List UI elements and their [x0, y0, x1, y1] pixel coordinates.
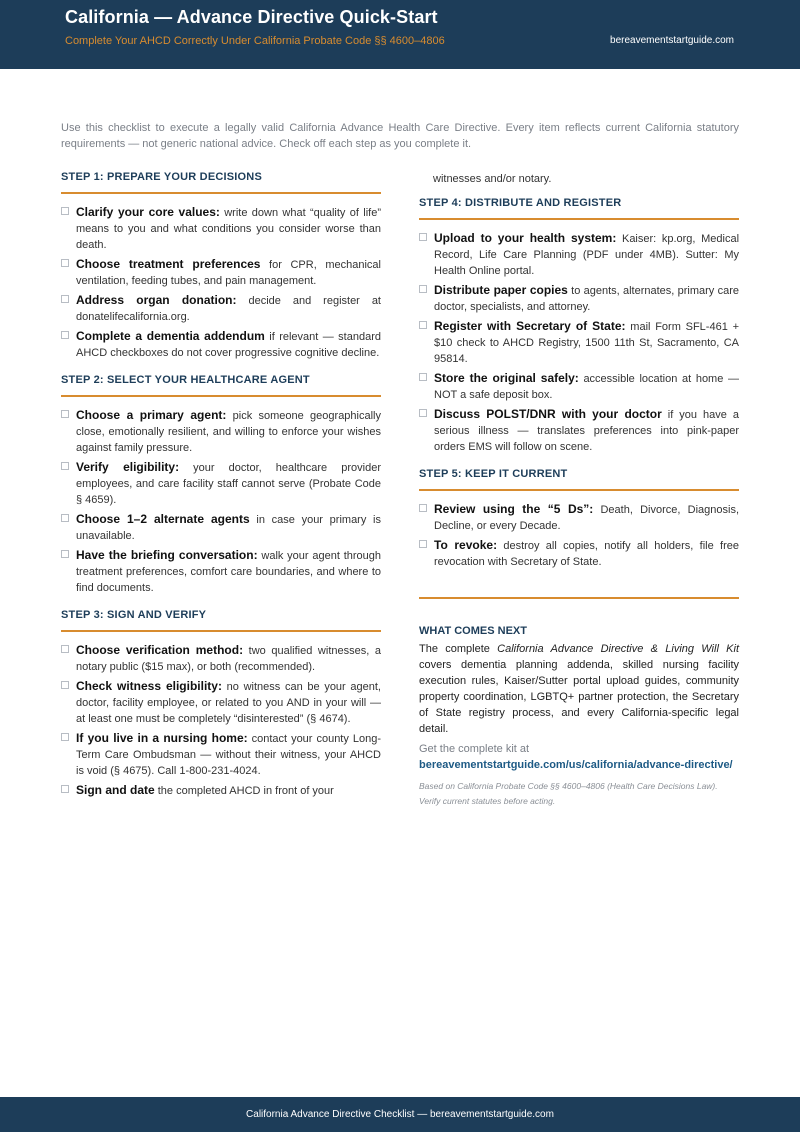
checkbox[interactable] — [419, 373, 427, 381]
checklist-item[interactable] — [61, 459, 381, 508]
header-site: bereavementstartguide.com — [610, 35, 734, 46]
item-label: To revoke: — [434, 538, 498, 552]
checklist-item[interactable] — [61, 204, 381, 253]
item-text: your doctor, healthcare provider employees, and care facility staff cannot serve (Probate Code § 4659). — [76, 462, 381, 506]
page-title: California — Advance Directive Quick-Start — [65, 7, 438, 27]
item-text: decide and register at donatelifecalifornia.org. — [76, 295, 381, 323]
intro-text: Use this checklist to execute a legally valid California Advance Health Care Directive. Every item reflects current California statutory requirements — not generic national advice. Check off each step as you complete it. — [61, 122, 739, 150]
item-text: Kaiser: kp.org, Medical Record, Life Care Planning (PDF under 4MB). Sutter: My Health Online portal. — [434, 233, 740, 277]
statute-note: Based on California Probate Code §§ 4600–4806 (Health Care Decisions Law). Verify current statutes before acting. — [419, 781, 718, 806]
item-label: Register with Secretary of State: — [434, 319, 626, 333]
section-divider — [419, 597, 739, 599]
checklist-item[interactable] — [61, 730, 381, 779]
page-header — [0, 0, 800, 69]
item-text: in case your primary is unavailable. — [76, 514, 381, 542]
item-label: Choose verification method: — [76, 643, 244, 657]
checkbox[interactable] — [61, 514, 69, 522]
item-text: walk your agent through treatment preferences, comfort care boundaries, and where to find documents. — [76, 550, 382, 594]
item-text: pick someone geographically close, emotionally resilient, and willing to enforce your wishes against family pressure. — [76, 410, 381, 454]
step-heading: STEP 3: SIGN AND VERIFY — [61, 609, 381, 632]
item-label: Store the original safely: — [434, 371, 579, 385]
item-label: Discuss POLST/DNR with your doctor — [434, 407, 662, 421]
item-text: if relevant — standard AHCD checkboxes do not cover progressive cognitive decline. — [76, 331, 381, 359]
item-text: accessible location at home — NOT a safe deposit box. — [434, 373, 739, 401]
item-label: Upload to your health system: — [434, 231, 617, 245]
checklist-item[interactable] — [61, 511, 381, 544]
item-text: to agents, alternates, primary care doctor, specialists, and attorney. — [434, 285, 739, 313]
item-label: Choose treatment preferences — [76, 257, 261, 271]
spacer — [419, 458, 739, 468]
checklist-item[interactable] — [61, 678, 381, 727]
checkbox[interactable] — [61, 681, 69, 689]
next-heading: WHAT COMES NEXT — [419, 625, 527, 637]
item-label: Choose a primary agent: — [76, 408, 227, 422]
next-body — [419, 641, 739, 737]
spacer — [61, 599, 381, 609]
step-heading: STEP 2: SELECT YOUR HEALTHCARE AGENT — [61, 374, 381, 397]
checkbox[interactable] — [61, 207, 69, 215]
checkbox[interactable] — [61, 331, 69, 339]
checkbox[interactable] — [419, 540, 427, 548]
checklist-item[interactable] — [419, 230, 739, 279]
item-text: if you have a serious illness — translates preferences into pink-paper orders EMS will follow on scene. — [434, 409, 739, 453]
item-text: mail Form SFL-461 + $10 check to AHCD Registry, 1500 11th St, Sacramento, CA 95814. — [434, 321, 739, 365]
item-text: Death, Divorce, Diagnosis, Decline, or every Decade. — [434, 504, 739, 532]
checklist-item[interactable] — [61, 547, 381, 596]
checklist-item[interactable] — [419, 318, 739, 367]
checklist-item[interactable] — [419, 501, 739, 534]
checkbox[interactable] — [61, 462, 69, 470]
checkbox[interactable] — [419, 321, 427, 329]
checklist-item[interactable] — [419, 406, 739, 455]
item-label: Sign and date — [76, 783, 155, 797]
checklist-item[interactable] — [61, 292, 381, 325]
checkbox[interactable] — [419, 504, 427, 512]
item-label: Check witness eligibility: — [76, 679, 222, 693]
step-heading: STEP 4: DISTRIBUTE AND REGISTER — [419, 197, 739, 220]
item-label: Distribute paper copies — [434, 283, 568, 297]
checklist-item[interactable] — [61, 642, 381, 675]
step-3-continuation: witnesses and/or notary. — [433, 173, 552, 185]
checkbox[interactable] — [61, 410, 69, 418]
item-label: Review using the “5 Ds”: — [434, 502, 594, 516]
checkbox[interactable] — [61, 785, 69, 793]
item-text: write down what “quality of life” means to you and what conditions you consider worse than death. — [76, 207, 381, 251]
step-heading: STEP 5: KEEP IT CURRENT — [419, 468, 739, 491]
checkbox[interactable] — [61, 295, 69, 303]
checkbox[interactable] — [61, 259, 69, 267]
get-kit-text: Get the complete kit at — [419, 743, 530, 755]
next-body-title: California Advance Directive & Living Will Kit — [497, 643, 739, 655]
item-label: Verify eligibility: — [76, 460, 180, 474]
spacer — [419, 573, 739, 583]
item-label: Clarify your core values: — [76, 205, 220, 219]
right-column — [419, 171, 739, 809]
checklist-item[interactable] — [61, 256, 381, 289]
item-text: the completed AHCD in front of your — [154, 785, 334, 797]
item-text: destroy all copies, notify all holders, file free revocation with Secretary of State. — [434, 540, 740, 568]
checklist-item[interactable] — [61, 407, 381, 456]
item-label: Have the briefing conversation: — [76, 548, 258, 562]
next-body-after: covers dementia planning addenda, skilled nursing facility execution rules, Kaiser/Sutter portal upload guides, community property coordination, LGBTQ+ partner protection, the Secretary of State registry process, and every California-specific legal detail. — [419, 659, 739, 735]
checkbox[interactable] — [61, 550, 69, 558]
kit-link[interactable]: bereavementstartguide.com/us/california/advance-directive/ — [419, 759, 733, 771]
checkbox[interactable] — [61, 645, 69, 653]
checkbox[interactable] — [419, 409, 427, 417]
checkbox[interactable] — [419, 233, 427, 241]
spacer — [61, 364, 381, 374]
checklist-item[interactable] — [61, 328, 381, 361]
item-label: Complete a dementia addendum — [76, 329, 265, 343]
checkbox[interactable] — [419, 285, 427, 293]
checklist-item[interactable] — [61, 782, 381, 799]
next-body-before: The complete — [419, 643, 498, 655]
page-subtitle: Complete Your AHCD Correctly Under California Probate Code §§ 4600–4806 — [65, 35, 445, 47]
item-label: Choose 1–2 alternate agents — [76, 512, 250, 526]
page-footer: California Advance Directive Checklist — bereavementstartguide.com — [0, 1097, 800, 1132]
item-text: for CPR, mechanical ventilation, feeding tubes, and pain management. — [76, 259, 381, 287]
item-text: no witness can be your agent, doctor, facility employee, or related to you AND in your will — at least one must be completely “disinterested” (§ 4674). — [76, 681, 381, 725]
item-text: contact your county Long-Term Care Ombudsman — without their witness, your AHCD is void (§ 4675). Call 1-800-231-4024. — [76, 733, 381, 777]
step-heading: STEP 1: PREPARE YOUR DECISIONS — [61, 171, 381, 194]
checklist-item[interactable] — [419, 537, 739, 570]
checklist-item[interactable] — [419, 370, 739, 403]
checklist-item[interactable] — [419, 282, 739, 315]
item-label: Address organ donation: — [76, 293, 237, 307]
item-text: two qualified witnesses, a notary public ($15 max), or both (recommended). — [76, 645, 381, 673]
spacer — [61, 802, 381, 812]
checkbox[interactable] — [61, 733, 69, 741]
item-label: If you live in a nursing home: — [76, 731, 248, 745]
left-column — [61, 171, 381, 812]
